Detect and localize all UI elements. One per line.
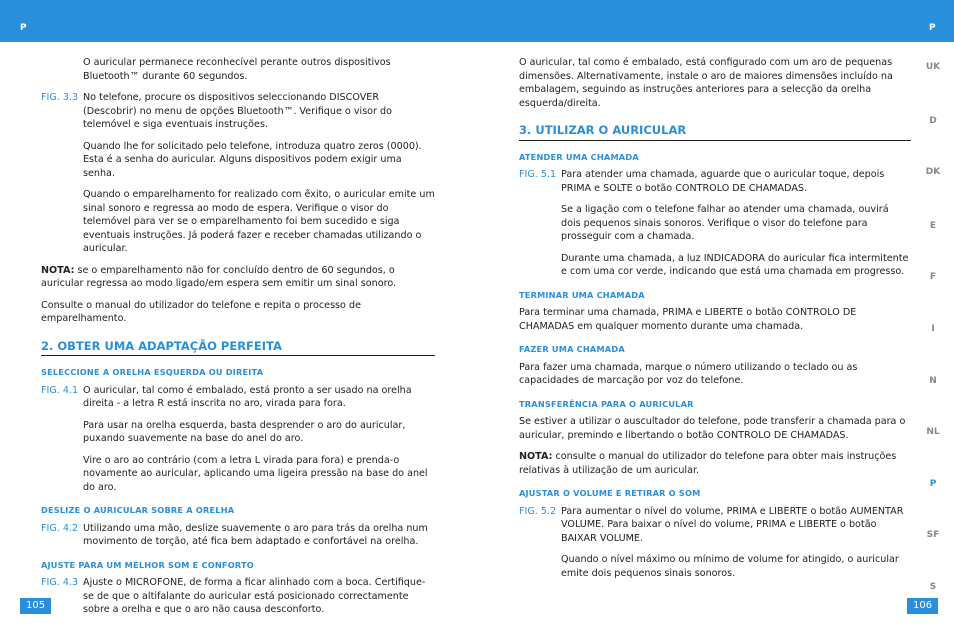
figure-text: No telefone, procure os dispositivos seleccionando DISCOVER (Descobrir) no menu de opções Bluetooth™. Verifique o visor do telemóvel e siga eventuais instruções.	[83, 92, 393, 130]
figure-label: FIG. 5.1	[519, 169, 557, 180]
language-tab-i[interactable]: I	[931, 324, 935, 334]
language-tab-d[interactable]: D	[929, 116, 937, 126]
figure-text: O auricular, tal como é embalado, está pronto a ser usado na orelha direita - a letra R está inscrita no aro, virada para fora.	[83, 384, 412, 409]
left-page-content	[41, 56, 435, 625]
figure-text: Ajuste o MICROFONE, de forma a ficar alinhado com a boca. Certifique-se de que o altifalante do auricular está posicionado correctamente sobre a orelha e que o aro não causa desconforto.	[83, 577, 426, 615]
language-tab-sf[interactable]: SF	[926, 530, 940, 540]
paragraph: Para fazer uma chamada, marque o número utilizando o teclado ou as capacidades de marcação por voz do telefone.	[519, 361, 858, 386]
section-heading: 2. OBTER UMA ADAPTAÇÃO PERFEITA	[41, 340, 435, 357]
language-tab-n[interactable]: N	[929, 376, 937, 386]
figure-text: Para aumentar o nível do volume, PRIMA e LIBERTE o botão AUMENTAR VOLUME. Para baixar o nível do volume, PRIMA e LIBERTE o botão BAIXAR VOLUME.	[561, 505, 904, 544]
figure-step	[519, 505, 911, 546]
subsection-heading: SELECCIONE A ORELHA ESQUERDA OU DIREITA	[41, 367, 264, 377]
language-tab-s[interactable]: S	[929, 582, 937, 592]
paragraph: Quando o emparelhamento for realizado com êxito, o auricular emite um sinal sonoro e regressa ao modo de espera. Verifique o visor do telemóvel para ver se o emparelhamento foi bem sucedido e siga eventuais instruções. Já poderá fazer e receber chamadas utilizando o auricular.	[83, 189, 435, 254]
subsection-heading: DESLIZE O AURICULAR SOBRE A ORELHA	[41, 505, 235, 515]
note-label: NOTA:	[41, 264, 75, 276]
figure-text: Utilizando uma mão, deslize suavemente o aro para trás da orelha num movimento de torção, até fica bem adaptado e confortável na orelha.	[83, 522, 428, 547]
paragraph: Consulte o manual do utilizador do telefone e repita o processo de emparelhamento.	[41, 299, 361, 324]
paragraph: Para usar na orelha esquerda, basta desprender o aro do auricular, puxando suavemente na base do anel do aro.	[83, 419, 406, 444]
page-number-left: 105	[20, 598, 51, 614]
subsection-heading: ATENDER UMA CHAMADA	[519, 151, 639, 162]
paragraph: Para terminar uma chamada, PRIMA e LIBERTE o botão CONTROLO DE CHAMADAS em qualquer momento durante uma chamada.	[519, 307, 857, 332]
subsection-heading: AJUSTE PARA UM MELHOR SOM E CONFORTO	[41, 559, 254, 570]
subsection-heading: AJUSTAR O VOLUME E RETIRAR O SOM	[519, 488, 701, 498]
paragraph: Quando o nível máximo ou mínimo de volume for atingido, o auricular emite dois pequenos sinais sonoros.	[561, 554, 899, 579]
language-tab-e[interactable]: E	[929, 221, 937, 231]
figure-step	[41, 522, 435, 549]
figure-label: FIG. 4.3	[41, 577, 79, 588]
paragraph: Vire o aro ao contrário (com a letra L virada para fora) e prenda-o novamente ao auricular, aplicando uma ligeira pressão na base do anel do aro.	[83, 454, 428, 493]
language-tab-uk[interactable]: UK	[925, 62, 941, 72]
figure-label: FIG. 3.3	[41, 92, 79, 103]
paragraph: Quando lhe for solicitado pelo telefone, introduza quatro zeros (0000). Esta é a senha do auricular. Alguns dispositivos podem exigir uma senha.	[83, 140, 422, 179]
language-tab-nl[interactable]: NL	[926, 427, 940, 437]
subsection-heading: FAZER UMA CHAMADA	[519, 344, 625, 354]
paragraph: Durante uma chamada, a luz INDICADORA do auricular fica intermitente e com uma cor verde, indicando que está uma chamada em progresso.	[561, 252, 909, 277]
figure-label: FIG. 4.2	[41, 522, 79, 534]
paragraph: O auricular, tal como é embalado, está configurado com um aro de pequenas dimensões. Alternativamente, instale o aro de maiores dimensões incluído na embalagem, seguindo as instruções anteriores para a selecção da orelha esquerda/direita.	[519, 57, 893, 109]
paragraph: O auricular permanece reconhecível perante outros dispositivos Bluetooth™ durante 60 segundos.	[83, 57, 391, 82]
figure-step	[41, 576, 435, 617]
right-language-tag: P	[929, 23, 936, 33]
figure-label: FIG. 4.1	[41, 384, 79, 396]
figure-text: Para atender uma chamada, aguarde que o auricular toque, depois PRIMA e SOLTE o botão CONTROLO DE CHAMADAS.	[561, 169, 885, 194]
figure-step	[41, 384, 435, 411]
language-tab-dk[interactable]: DK	[925, 167, 941, 177]
figure-step	[519, 168, 911, 195]
language-tab-f[interactable]: F	[929, 272, 937, 282]
subsection-heading: TERMINAR UMA CHAMADA	[519, 289, 645, 300]
note-paragraph	[519, 450, 911, 477]
right-page-content	[519, 56, 911, 588]
note-label: NOTA:	[519, 451, 553, 462]
note-text: consulte o manual do utilizador do telefone para obter mais instruções relativas à utilização de um auricular.	[519, 451, 897, 476]
paragraph: Se estiver a utilizar o auscultador do telefone, pode transferir a chamada para o auricular, premindo e libertando o botão CONTROLO DE CHAMADAS.	[519, 416, 906, 441]
note-paragraph	[41, 264, 435, 291]
page-number-right: 106	[907, 598, 938, 614]
section-heading: 3. UTILIZAR O AURICULAR	[519, 124, 911, 141]
left-language-tag: P	[20, 23, 27, 33]
language-tab-p[interactable]: P	[929, 479, 937, 489]
figure-label: FIG. 5.2	[519, 505, 557, 517]
figure-step	[41, 91, 435, 132]
header-bar	[0, 0, 954, 42]
paragraph: Se a ligação com o telefone falhar ao atender uma chamada, ouvirá dois pequenos sinais sonoros. Verifique o visor do telefone para prosseguir com a chamada.	[561, 204, 889, 242]
note-text: se o emparelhamento não for concluído dentro de 60 segundos, o auricular regressa ao modo ligado/em espera sem emitir um sinal sonoro.	[41, 264, 397, 289]
subsection-heading: TRANSFERÊNCIA PARA O AURICULAR	[519, 398, 694, 409]
